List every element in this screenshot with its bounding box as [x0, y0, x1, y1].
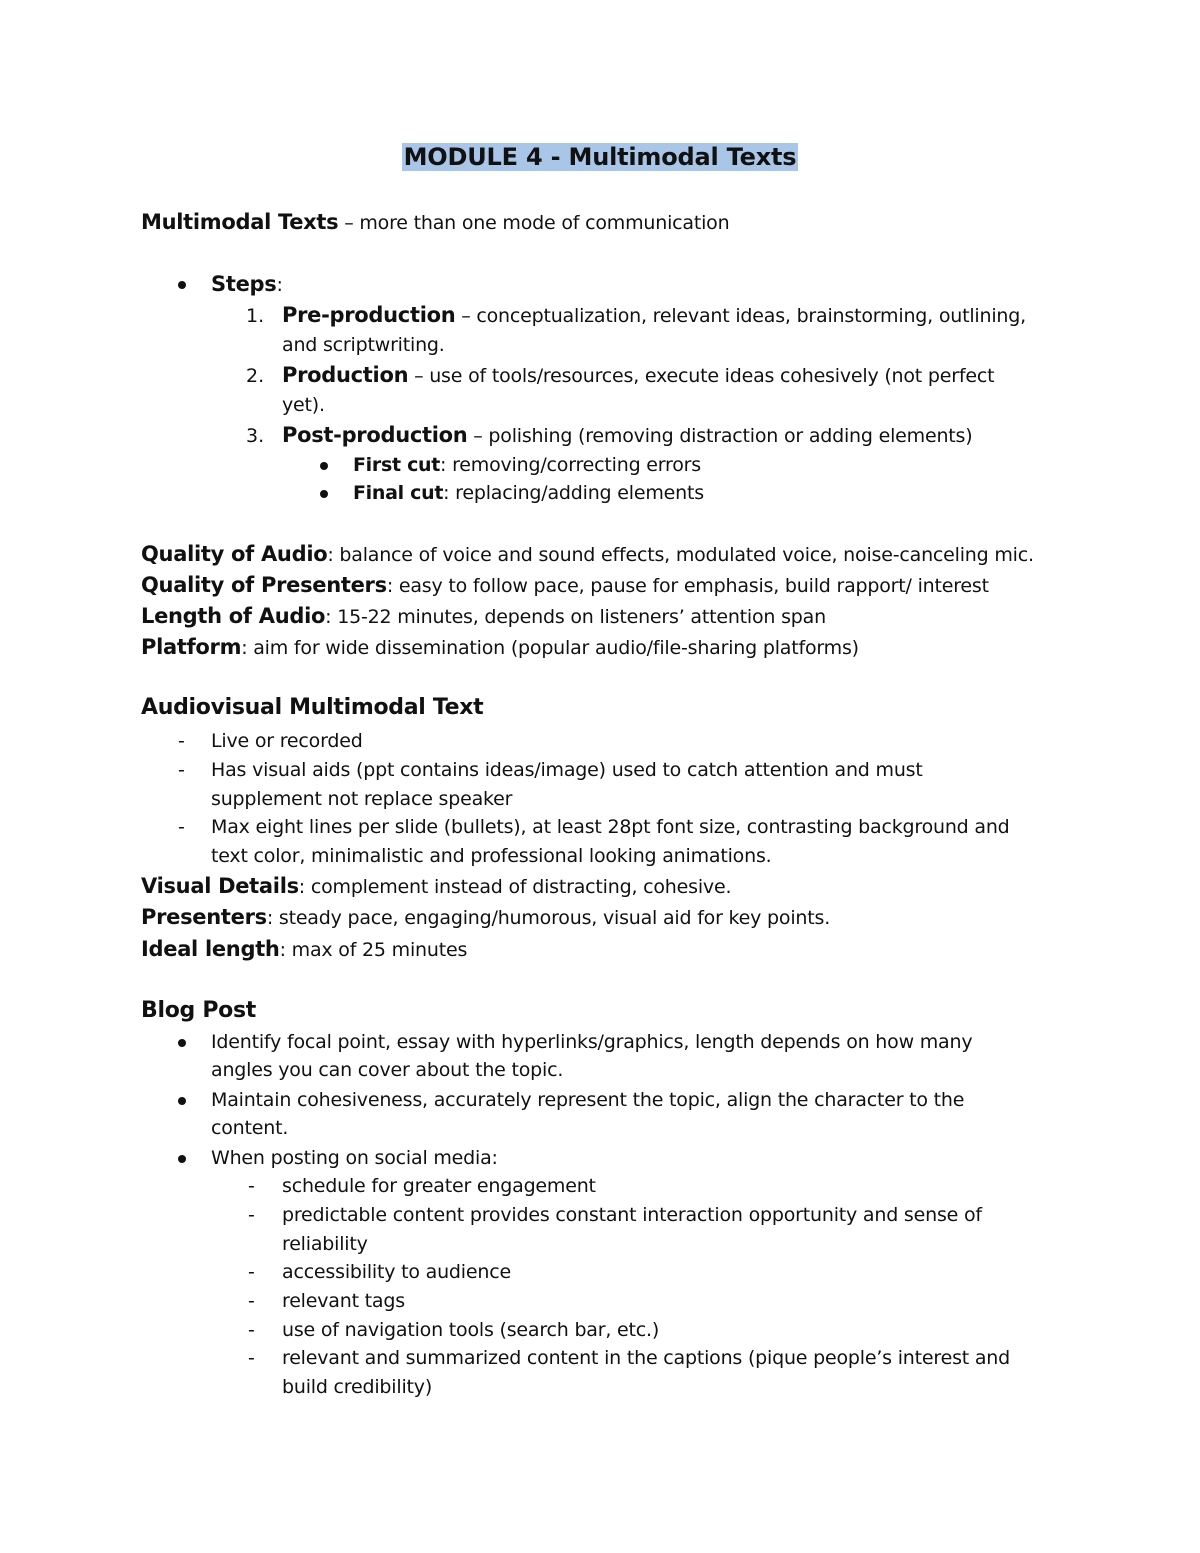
audio-term: Length of Audio: [141, 604, 326, 628]
step-term: Post-production: [282, 423, 468, 447]
audio-def: : 15-22 minutes, depends on listeners’ attention span: [325, 606, 826, 628]
dash-marker: -: [248, 1290, 255, 1312]
social-item: schedule for greater engagement: [282, 1175, 596, 1197]
step-term: Production: [282, 363, 409, 387]
bullet-icon: [178, 1039, 186, 1047]
audio-def: : balance of voice and sound effects, modulated voice, noise-canceling mic.: [327, 544, 1034, 566]
intro-term: Multimodal Texts: [141, 210, 339, 234]
av-item: Has visual aids (ppt contains ideas/image) used to catch attention and must: [211, 759, 923, 781]
cut-line: [353, 480, 704, 506]
av-item-cont: text color, minimalistic and professional looking animations.: [211, 845, 772, 867]
bullet-icon: [178, 1097, 186, 1105]
blog-bullet: When posting on social media:: [211, 1147, 498, 1169]
audio-term: Quality of Presenters: [141, 573, 387, 597]
bullet-icon: [320, 490, 328, 498]
audio-def: : easy to follow pace, pause for emphasis, build rapport/ interest: [386, 575, 989, 597]
av-detail-def: : steady pace, engaging/humorous, visual aid for key points.: [266, 907, 831, 929]
audio-line: [141, 603, 826, 630]
dash-marker: -: [248, 1204, 255, 1226]
blog-bullet-cont: content.: [211, 1117, 289, 1139]
av-detail-line: [141, 904, 830, 931]
blog-bullet-cont: angles you can cover about the topic.: [211, 1059, 564, 1081]
step-def: – polishing (removing distraction or adding elements): [467, 425, 973, 447]
cut-term: Final cut: [353, 482, 444, 504]
audio-line: [141, 634, 859, 661]
social-item-cont: reliability: [282, 1233, 368, 1255]
av-item: Live or recorded: [211, 730, 363, 752]
social-item: relevant and summarized content in the captions (pique people’s interest and: [282, 1347, 1010, 1369]
audio-line: [141, 572, 989, 599]
section-heading-audiovisual: Audiovisual Multimodal Text: [141, 695, 484, 720]
step-def: – use of tools/resources, execute ideas cohesively (not perfect: [408, 365, 995, 387]
step-cont: and scriptwriting.: [282, 334, 445, 356]
page-title: MODULE 4 - Multimodal Texts: [403, 143, 797, 171]
intro-line: [141, 209, 729, 236]
blog-bullet: Identify focal point, essay with hyperlinks/graphics, length depends on how many: [211, 1031, 973, 1053]
step-def: – conceptualization, relevant ideas, brainstorming, outlining,: [455, 305, 1026, 327]
av-detail-term: Ideal length: [141, 937, 280, 961]
av-item: Max eight lines per slide (bullets), at least 28pt font size, contrasting background and: [211, 816, 1010, 838]
step-number: 1.: [246, 305, 265, 327]
social-item: predictable content provides constant interaction opportunity and sense of: [282, 1204, 982, 1226]
audio-term: Platform: [141, 635, 242, 659]
av-detail-line: [141, 936, 467, 963]
audio-term: Quality of Audio: [141, 542, 328, 566]
dash-marker: -: [248, 1175, 255, 1197]
dash-marker: -: [178, 730, 185, 752]
av-detail-term: Visual Details: [141, 874, 299, 898]
bullet-icon: [320, 462, 328, 470]
blog-bullet: Maintain cohesiveness, accurately represent the topic, align the character to the: [211, 1089, 965, 1111]
step-line: [282, 302, 1026, 329]
cut-line: [353, 452, 701, 478]
dash-marker: -: [178, 816, 185, 838]
step-line: [282, 422, 972, 449]
dash-marker: -: [248, 1347, 255, 1369]
step-number: 3.: [246, 425, 265, 447]
social-item: relevant tags: [282, 1290, 405, 1312]
intro-def: – more than one mode of communication: [338, 212, 730, 234]
bullet-icon: [178, 1155, 186, 1163]
step-cont: yet).: [282, 394, 325, 416]
step-number: 2.: [246, 365, 265, 387]
step-term: Pre-production: [282, 303, 456, 327]
step-line: [282, 362, 994, 389]
av-detail-def: : complement instead of distracting, cohesive.: [298, 876, 732, 898]
social-item-cont: build credibility): [282, 1376, 433, 1398]
dash-marker: -: [248, 1261, 255, 1283]
av-item-cont: supplement not replace speaker: [211, 788, 513, 810]
steps-label-line: Steps:: [211, 272, 283, 296]
cut-def: : replacing/adding elements: [443, 482, 704, 504]
av-detail-line: [141, 873, 731, 900]
dash-marker: -: [178, 759, 185, 781]
section-heading-blog: Blog Post: [141, 998, 256, 1023]
bullet-icon: [178, 281, 186, 289]
cut-term: First cut: [353, 454, 441, 476]
social-item: use of navigation tools (search bar, etc.): [282, 1319, 660, 1341]
social-item: accessibility to audience: [282, 1261, 511, 1283]
av-detail-def: : max of 25 minutes: [279, 939, 468, 961]
dash-marker: -: [248, 1319, 255, 1341]
av-detail-term: Presenters: [141, 905, 267, 929]
audio-line: [141, 541, 1034, 568]
cut-def: : removing/correcting errors: [440, 454, 701, 476]
audio-def: : aim for wide dissemination (popular audio/file-sharing platforms): [241, 637, 859, 659]
steps-label: Steps: [211, 272, 277, 296]
